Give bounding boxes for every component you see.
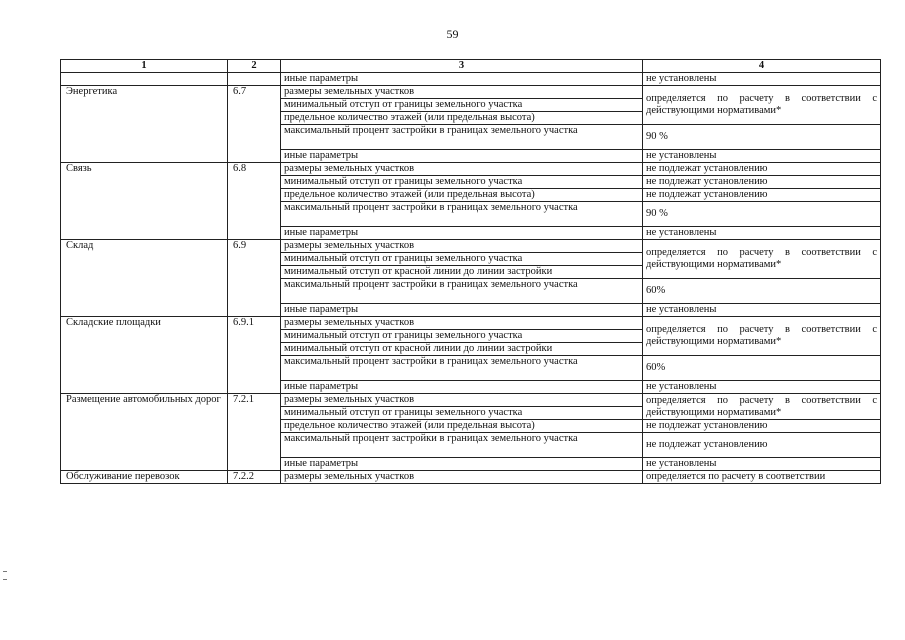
use-type-code: 6.9.1 [228, 317, 281, 394]
value-cell: не подлежат установлению [643, 420, 881, 433]
table-row [61, 317, 881, 330]
table-row [61, 394, 881, 407]
header-row [61, 60, 881, 73]
table-row [61, 73, 881, 86]
parameter-cell: предельное количество этажей (или предельная высота) [281, 420, 643, 433]
use-type-name: Связь [61, 163, 228, 240]
value-cell: определяется по расчету в соответствии с действующими нормативами* [643, 394, 881, 420]
parameter-cell: иные параметры [281, 227, 643, 240]
parameter-cell: размеры земельных участков [281, 471, 643, 484]
parameter-cell: максимальный процент застройки в границах земельного участка [281, 202, 643, 227]
value-cell: 60% [643, 279, 881, 304]
value-cell: не установлены [643, 458, 881, 471]
regulations-table-wrapper [60, 59, 880, 563]
value-cell: не подлежат установлению [643, 176, 881, 189]
value-cell: определяется по расчету в соответствии [643, 471, 881, 484]
parameter-cell: минимальный отступ от границы земельного участка [281, 253, 643, 266]
parameter-cell: максимальный процент застройки в границах земельного участка [281, 433, 643, 458]
use-type-name: Энергетика [61, 86, 228, 163]
use-type-code [228, 73, 281, 86]
use-type-name: Складские площадки [61, 317, 228, 394]
use-type-code: 6.7 [228, 86, 281, 163]
parameter-cell: иные параметры [281, 304, 643, 317]
value-cell: не установлены [643, 73, 881, 86]
value-cell: не установлены [643, 150, 881, 163]
margin-tick [3, 579, 7, 580]
header-col-1: 1 [61, 60, 228, 73]
use-type-name: Склад [61, 240, 228, 317]
header-col-2: 2 [228, 60, 281, 73]
parameter-cell: размеры земельных участков [281, 240, 643, 253]
value-cell: 60% [643, 356, 881, 381]
table-row [61, 163, 881, 176]
table-body [61, 73, 881, 484]
parameter-cell: размеры земельных участков [281, 317, 643, 330]
parameter-cell: минимальный отступ от границы земельного участка [281, 330, 643, 343]
parameter-cell: максимальный процент застройки в границах земельного участка [281, 356, 643, 381]
header-col-3: 3 [281, 60, 643, 73]
parameter-cell: предельное количество этажей (или предельная высота) [281, 112, 643, 125]
parameter-cell: минимальный отступ от границы земельного участка [281, 176, 643, 189]
parameter-cell: максимальный процент застройки в границах земельного участка [281, 125, 643, 150]
value-cell: не подлежат установлению [643, 163, 881, 176]
value-cell: не установлены [643, 304, 881, 317]
use-type-name [61, 73, 228, 86]
value-cell: не подлежат установлению [643, 433, 881, 458]
value-cell: не установлены [643, 381, 881, 394]
table-row [61, 471, 881, 484]
parameter-cell: максимальный процент застройки в границах земельного участка [281, 279, 643, 304]
value-cell: 90 % [643, 202, 881, 227]
parameter-cell: иные параметры [281, 381, 643, 394]
use-type-code: 6.8 [228, 163, 281, 240]
parameter-cell: минимальный отступ от красной линии до линии застройки [281, 266, 643, 279]
use-type-code: 7.2.1 [228, 394, 281, 471]
value-cell: не установлены [643, 227, 881, 240]
parameter-cell: минимальный отступ от красной линии до линии застройки [281, 343, 643, 356]
header-col-4: 4 [643, 60, 881, 73]
parameter-cell: размеры земельных участков [281, 163, 643, 176]
parameter-cell: иные параметры [281, 150, 643, 163]
value-cell: 90 % [643, 125, 881, 150]
parameter-cell: минимальный отступ от границы земельного участка [281, 407, 643, 420]
value-cell: определяется по расчету в соответствии с действующими нормативами* [643, 240, 881, 279]
table-row [61, 240, 881, 253]
use-type-name: Размещение автомобильных дорог [61, 394, 228, 471]
value-cell: определяется по расчету в соответствии с действующими нормативами* [643, 86, 881, 125]
page-number: 59 [446, 27, 459, 41]
regulations-table [60, 59, 881, 484]
use-type-name: Обслуживание перевозок [61, 471, 228, 484]
use-type-code: 7.2.2 [228, 471, 281, 484]
parameter-cell: размеры земельных участков [281, 86, 643, 99]
parameter-cell: размеры земельных участков [281, 394, 643, 407]
parameter-cell: предельное количество этажей (или предельная высота) [281, 189, 643, 202]
parameter-cell: иные параметры [281, 458, 643, 471]
parameter-cell: минимальный отступ от границы земельного участка [281, 99, 643, 112]
use-type-code: 6.9 [228, 240, 281, 317]
margin-tick [3, 571, 7, 572]
value-cell: не подлежат установлению [643, 189, 881, 202]
table-row [61, 86, 881, 99]
value-cell: определяется по расчету в соответствии с действующими нормативами* [643, 317, 881, 356]
parameter-cell: иные параметры [281, 73, 643, 86]
